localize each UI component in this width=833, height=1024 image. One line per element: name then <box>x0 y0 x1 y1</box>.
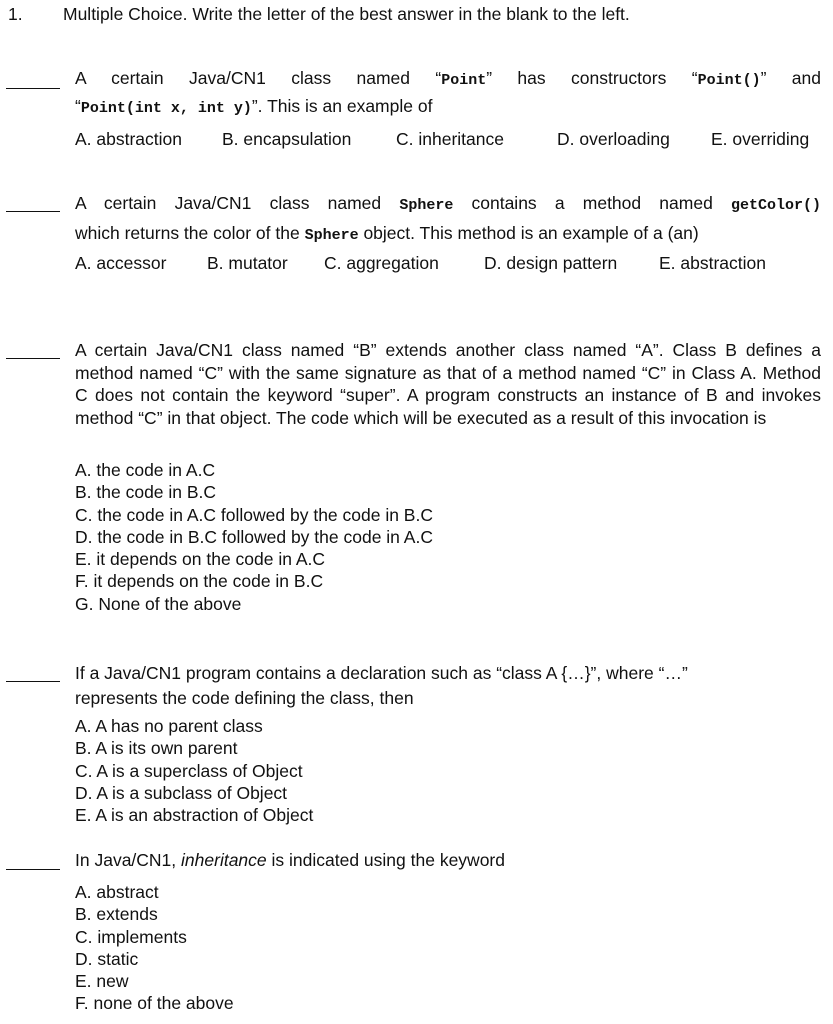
option-a: A. A has no parent class <box>75 716 263 736</box>
question-3-stem: A certain Java/CN1 class named “B” extends another class named “A”. Class B defines a method named “C” with the same signature as that of a method named “C” in Class A. Method C does not contain the keyword “super”. A program constructs an instance of B and invokes method “C” in that object. The code which will be executed as a result of this invocation is <box>75 340 821 429</box>
option-b: B. encapsulation <box>222 129 352 149</box>
question-2-stem-line-2: which returns the color of the Sphere object. This method is an example of a (an) <box>75 223 699 244</box>
option-a: A. abstract <box>75 882 159 902</box>
answer-blank-4[interactable] <box>6 681 60 682</box>
option-d: D. design pattern <box>484 253 618 273</box>
question-5-options <box>75 881 234 1015</box>
option-c: C. the code in A.C followed by the code in B.C <box>75 504 433 525</box>
option-d: D. overloading <box>557 129 670 149</box>
option-b: B. extends <box>75 904 158 925</box>
answer-blank-2[interactable] <box>6 211 60 212</box>
option-c: C. implements <box>75 926 187 947</box>
option-c: C. inheritance <box>396 129 504 149</box>
question-1-stem-line-2: “Point(int x, int y)”. This is an example of <box>75 96 433 117</box>
option-d: D. the code in B.C followed by the code in A.C <box>75 526 433 547</box>
answer-blank-5[interactable] <box>6 869 60 870</box>
option-e: E. it depends on the code in A.C <box>75 549 326 570</box>
option-g: G. None of the above <box>75 593 242 614</box>
option-e: E. overriding <box>711 129 810 149</box>
option-f: F. it depends on the code in B.C <box>75 571 324 592</box>
section-header <box>0 4 833 28</box>
option-d: D. A is a subclass of Object <box>75 782 288 803</box>
option-c: C. aggregation <box>324 253 439 273</box>
answer-blank-3[interactable] <box>6 358 60 359</box>
question-3-options <box>75 459 433 615</box>
option-e: E. A is an abstraction of Object <box>75 805 314 826</box>
instructions: Multiple Choice. Write the letter of the best answer in the blank to the left. <box>63 4 630 24</box>
option-a: A. the code in A.C <box>75 460 216 480</box>
question-4-stem: If a Java/CN1 program contains a declaration such as “class A {…}”, where “…” represents the code defining the class, then <box>75 663 688 708</box>
option-e: E. abstraction <box>659 253 766 273</box>
question-2-options <box>75 252 821 274</box>
question-2-stem-line-1: A certain Java/CN1 class named Sphere contains a method named getColor() <box>75 193 821 214</box>
option-d: D. static <box>75 948 139 969</box>
option-f: F. none of the above <box>75 993 234 1014</box>
option-b: B. the code in B.C <box>75 482 217 503</box>
question-1-options <box>75 128 821 150</box>
option-c: C. A is a superclass of Object <box>75 760 303 781</box>
answer-blank-1[interactable] <box>6 88 60 89</box>
option-b: B. mutator <box>207 253 288 273</box>
option-b: B. A is its own parent <box>75 738 238 759</box>
section-number: 1. <box>8 4 23 24</box>
question-1-stem-line-1: A certain Java/CN1 class named “Point” has constructors “Point()” and <box>75 68 821 89</box>
option-e: E. new <box>75 971 129 992</box>
option-a: A. abstraction <box>75 129 182 149</box>
question-5-stem: In Java/CN1, inheritance is indicated using the keyword <box>75 850 505 870</box>
question-4-options <box>75 715 313 826</box>
option-a: A. accessor <box>75 253 167 273</box>
